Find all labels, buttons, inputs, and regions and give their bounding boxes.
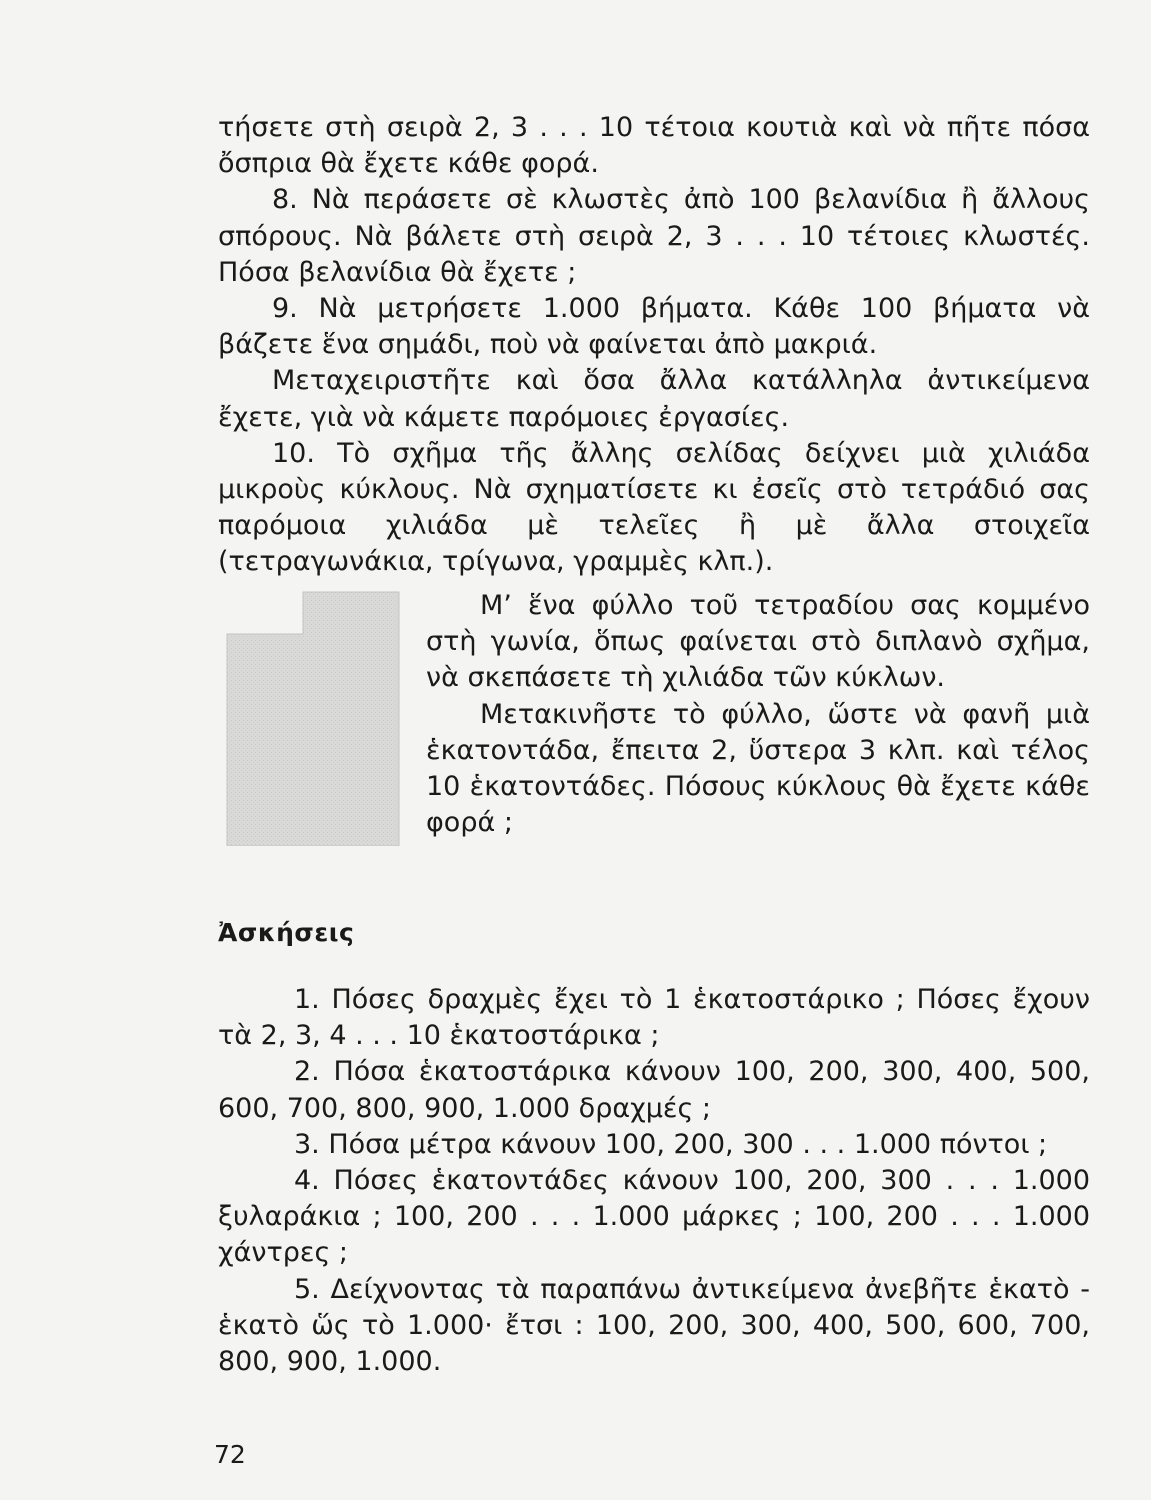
page-number: 72: [214, 1440, 246, 1469]
main-text-block: [218, 110, 1090, 581]
exercise-item-3: 3. Πόσα μέτρα κάνουν 100, 200, 300 . . . 1.000 πόντοι ;: [294, 1128, 1048, 1160]
paragraph-other-objects: Μεταχειριστῆτε καὶ ὅσα ἄλλα κατάλληλα ἀντικείμενα ἔχετε, γιὰ νὰ κάμετε παρόμοιες ἐργασίες.: [218, 365, 1090, 433]
exercise-item-5: 5. Δείχνοντας τὰ παραπάνω ἀντικείμενα ἀνεβῆτε ἑκατὸ - ἑκατὸ ὥς τὸ 1.000· ἔτσι : 100, 200, 300, 400, 500, 600, 700, 800, 900, 1.000.: [218, 1273, 1090, 1378]
exercises-list: [218, 982, 1090, 1380]
paragraph-move-sheet: Μετακινῆστε τὸ φύλλο, ὥστε νὰ φανῆ μιὰ ἑκατοντάδα, ἔπειτα 2, ὕστερα 3 κλπ. καὶ τέλος 10 ἑκατοντάδες. Πόσους κύκλους θὰ ἔχετε κάθε φορά ;: [426, 698, 1090, 839]
paragraph-continuation: τήσετε στὴ σειρὰ 2, 3 . . . 10 τέτοια κουτιὰ καὶ νὰ πῆτε πόσα ὄσπρια θὰ ἔχετε κάθε φορά.: [218, 112, 1090, 180]
exercise-item-1: 1. Πόσες δραχμὲς ἔχει τὸ 1 ἑκατοστάρικο ; Πόσες ἔχουν τὰ 2, 3, 4 . . . 10 ἑκατοστάρικα ;: [218, 984, 1090, 1052]
figure-with-text: [218, 588, 1090, 850]
exercise-item-2: 2. Πόσα ἑκατοστάρικα κάνουν 100, 200, 300, 400, 500, 600, 700, 800, 900, 1.000 δραχμές ;: [218, 1056, 1090, 1124]
paragraph-item-10: 10. Τὸ σχῆμα τῆς ἄλλης σελίδας δείχνει μιὰ χιλιάδα μικροὺς κύκλους. Νὰ σχηματίσετε κι ἐσεῖς στὸ τετράδιό σας παρόμοια χιλιάδα μὲ τελεῖες ἢ μὲ ἄλλα στοιχεῖα (τετραγωνάκια, τρίγωνα, γραμμὲς κλπ.).: [218, 437, 1090, 578]
cut-corner-sheet-figure: [223, 588, 403, 846]
exercises-heading: Ἀσκήσεις: [218, 918, 355, 947]
paragraph-item-8: 8. Νὰ περάσετε σὲ κλωστὲς ἀπὸ 100 βελανίδια ἢ ἄλλους σπόρους. Νὰ βάλετε στὴ σειρὰ 2, 3 . . . 10 τέτοιες κλωστές. Πόσα βελανίδια θὰ ἔχετε ;: [218, 184, 1090, 288]
paragraph-item-9: 9. Νὰ μετρήσετε 1.000 βήματα. Κάθε 100 βήματα νὰ βάζετε ἕνα σημάδι, ποὺ νὰ φαίνεται ἀπὸ μακριά.: [218, 293, 1090, 361]
side-text-block: [426, 588, 1090, 841]
paragraph-cover-sheet: Μ’ ἕνα φύλλο τοῦ τετραδίου σας κομμένο στὴ γωνία, ὅπως φαίνεται στὸ διπλανὸ σχῆμα, νὰ σκεπάσετε τὴ χιλιάδα τῶν κύκλων.: [426, 590, 1090, 694]
exercise-item-4: 4. Πόσες ἑκατοντάδες κάνουν 100, 200, 300 . . . 1.000 ξυλαράκια ; 100, 200 . . . 1.000 μάρκες ; 100, 200 . . . 1.000 χάντρες ;: [218, 1165, 1090, 1269]
